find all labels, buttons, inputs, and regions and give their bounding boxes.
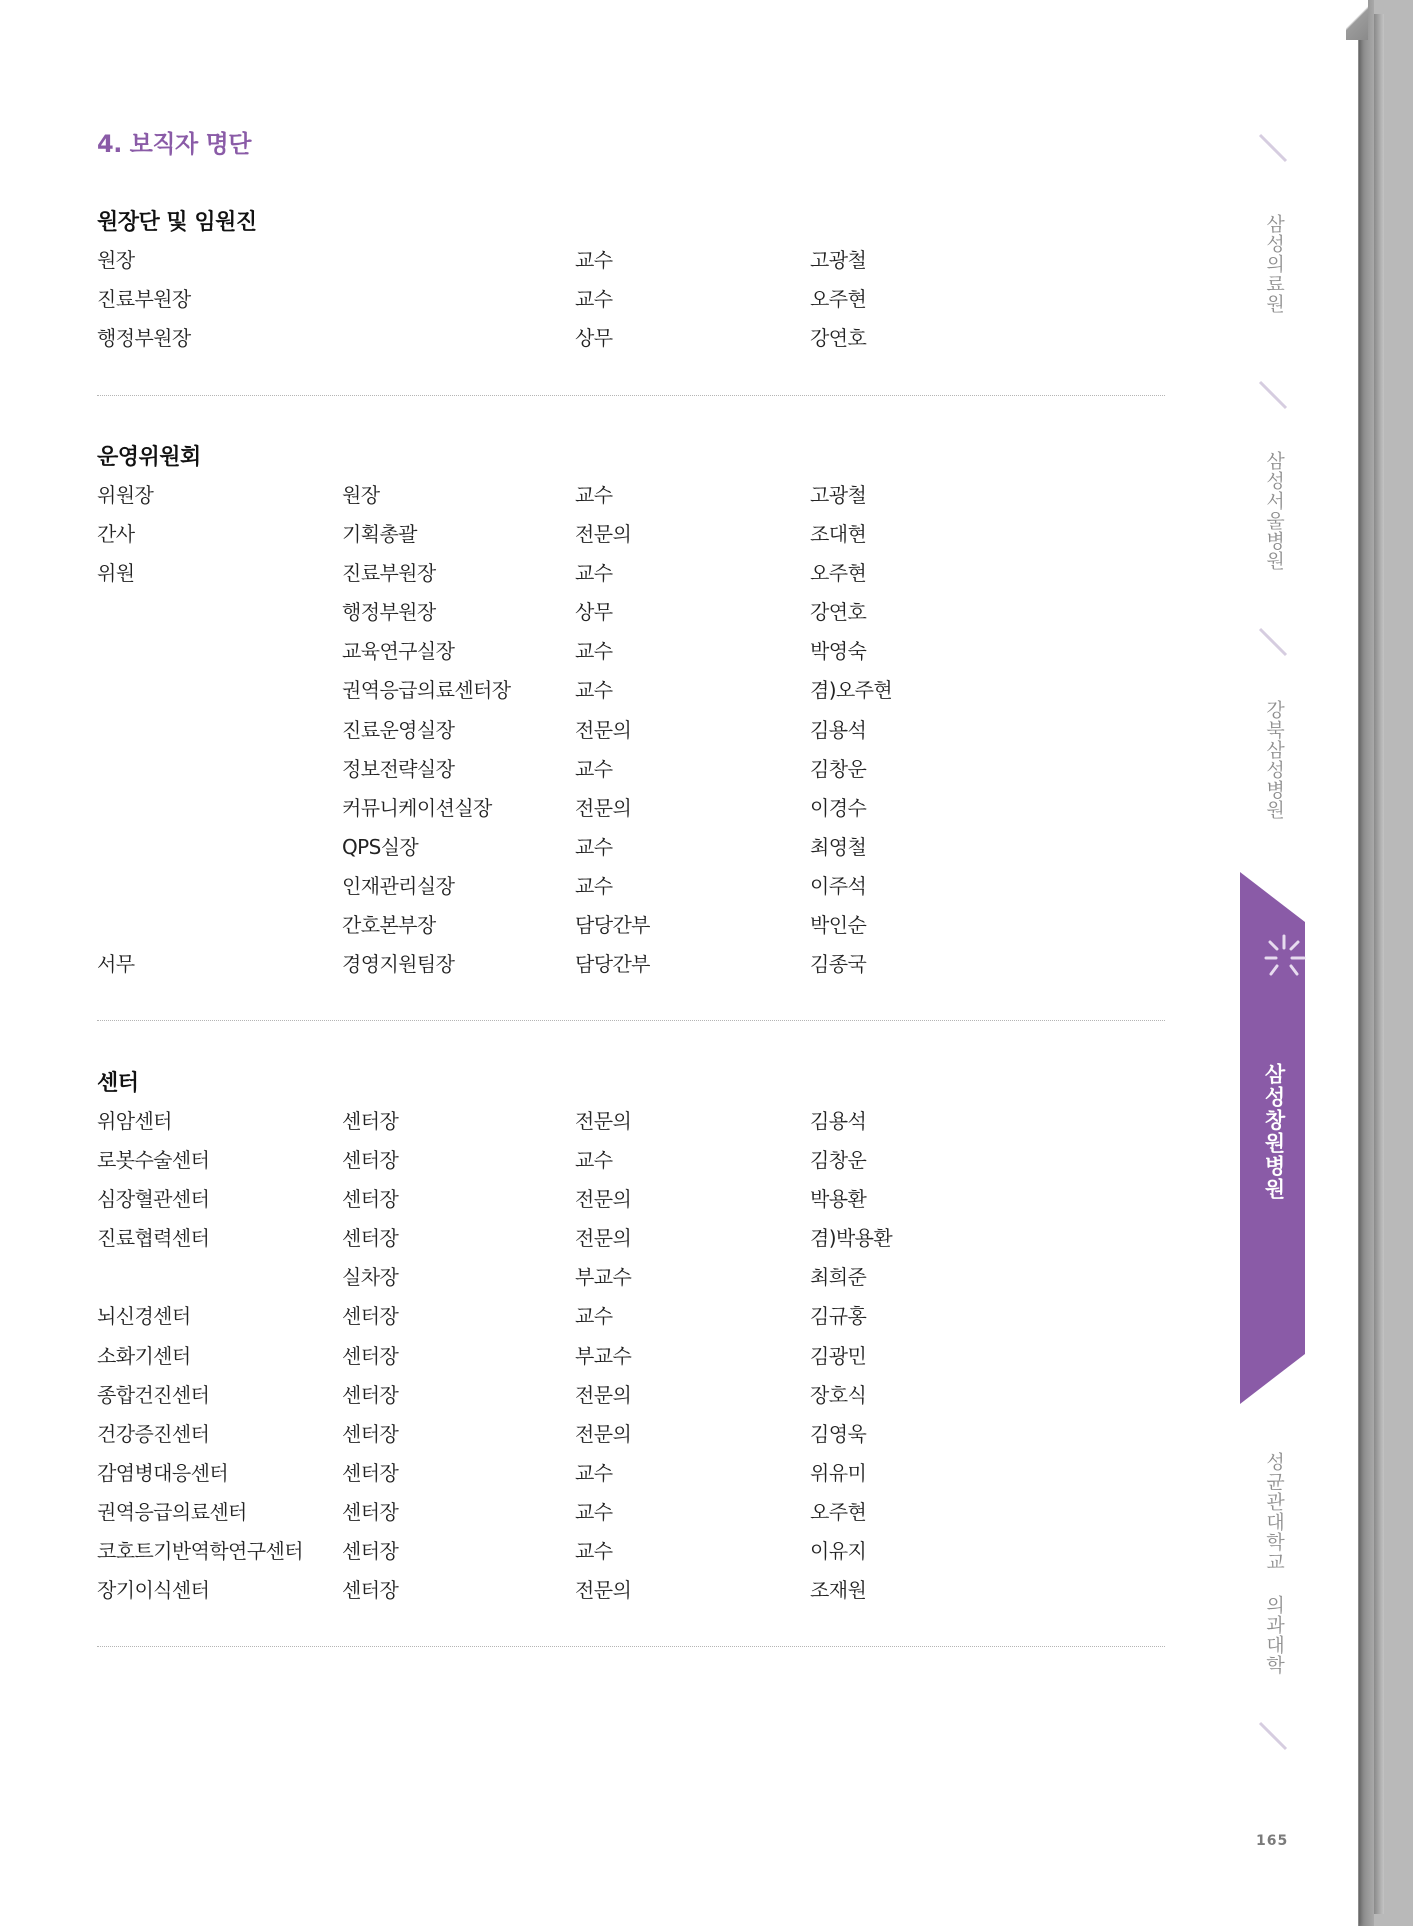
section-heading: 원장단 및 임원진 [97, 210, 257, 235]
person-name-cell: 최영철 [810, 834, 867, 859]
section-rows [97, 479, 1165, 987]
position-cell: 센터장 [342, 1226, 399, 1251]
title-cell: 교수 [575, 1148, 613, 1173]
position-cell: 인재관리실장 [342, 873, 455, 898]
department-cell: 서무 [97, 952, 135, 977]
table-row [97, 1379, 1165, 1418]
table-row [97, 322, 1165, 361]
divider [97, 1020, 1165, 1021]
page-number: 165 [1256, 1833, 1289, 1849]
table-row [97, 557, 1165, 596]
person-name-cell: 고광철 [810, 483, 867, 507]
table-row [97, 753, 1165, 792]
person-name-cell: 박인순 [810, 913, 867, 938]
tab-divider-icon [1258, 379, 1288, 411]
title-cell: 전문의 [575, 717, 632, 742]
title-cell: 전문의 [575, 1382, 632, 1407]
position-cell: 간호본부장 [342, 913, 436, 938]
title-cell: 교수 [575, 1304, 613, 1329]
department-cell: 심장혈관센터 [97, 1187, 210, 1212]
table-row [97, 1222, 1165, 1261]
tab-skku-medical-school[interactable]: 성균관대학교 의과대학 [1263, 1452, 1285, 1675]
position-cell: 권역응급의료센터장 [342, 678, 511, 703]
person-name-cell: 위유미 [810, 1460, 867, 1485]
department-cell: 간사 [97, 522, 135, 547]
title-cell: 교수 [575, 248, 613, 272]
table-row [97, 948, 1165, 987]
person-name-cell: 장호식 [810, 1382, 867, 1407]
divider [97, 1646, 1165, 1647]
person-name-cell: 김창운 [810, 1148, 867, 1173]
title-cell: 교수 [575, 834, 613, 859]
table-row [97, 1261, 1165, 1300]
department-cell: 로봇수술센터 [97, 1148, 210, 1173]
tab-divider-icon [1258, 132, 1288, 164]
section-rows [97, 1105, 1165, 1613]
table-row [97, 1457, 1165, 1496]
position-cell: 센터장 [342, 1187, 399, 1212]
section-committee [97, 440, 1165, 987]
title-cell: 교수 [575, 483, 613, 507]
table-row [97, 909, 1165, 948]
position-cell: 경영지원팀장 [342, 952, 455, 977]
position-cell: 센터장 [342, 1148, 399, 1173]
table-row [97, 635, 1165, 674]
person-name-cell: 이경수 [810, 795, 867, 820]
book-edge [1374, 14, 1384, 1914]
person-name-cell: 겸)박용환 [810, 1226, 893, 1251]
title-cell: 교수 [575, 873, 613, 898]
table-row [97, 244, 1165, 283]
department-cell: 소화기센터 [97, 1343, 191, 1368]
position-cell: 센터장 [342, 1421, 399, 1446]
table-row [97, 1574, 1165, 1613]
person-name-cell: 조재원 [810, 1578, 867, 1603]
page-title: 4. 보직자 명단 [97, 130, 251, 158]
department-cell: 위원 [97, 561, 135, 586]
person-name-cell: 고광철 [810, 248, 867, 272]
title-cell: 교수 [575, 1460, 613, 1485]
position-cell: 센터장 [342, 1343, 399, 1368]
person-name-cell: 강연호 [810, 326, 867, 351]
person-name-cell: 박용환 [810, 1187, 867, 1212]
department-cell: 권역응급의료센터 [97, 1499, 247, 1524]
department-cell: 감염병대응센터 [97, 1460, 229, 1485]
table-row [97, 596, 1165, 635]
person-name-cell: 강연호 [810, 600, 867, 625]
position-cell: 행정부원장 [342, 600, 436, 625]
position-cell: 교육연구실장 [342, 639, 455, 664]
person-name-cell: 김영욱 [810, 1421, 867, 1446]
table-row [97, 792, 1165, 831]
section-centers [97, 1066, 1165, 1613]
position-cell: 정보전략실장 [342, 756, 455, 781]
table-row [97, 1105, 1165, 1144]
title-cell: 전문의 [575, 795, 632, 820]
person-name-cell: 오주현 [810, 287, 867, 312]
position-cell: 원장 [342, 483, 380, 507]
position-cell: 센터장 [342, 1382, 399, 1407]
title-cell: 교수 [575, 639, 613, 664]
department-cell: 장기이식센터 [97, 1578, 210, 1603]
section-executives [97, 205, 1165, 361]
title-cell: 교수 [575, 1539, 613, 1564]
position-cell: 기획총괄 [342, 522, 417, 547]
tab-divider-icon [1258, 1720, 1288, 1752]
title-cell: 전문의 [575, 1109, 632, 1133]
position-cell: 센터장 [342, 1499, 399, 1524]
table-row [97, 714, 1165, 753]
position-cell: 센터장 [342, 1539, 399, 1564]
position-cell: 센터장 [342, 1578, 399, 1603]
department-cell: 행정부원장 [97, 326, 191, 351]
position-cell: 센터장 [342, 1460, 399, 1485]
person-name-cell: 이주석 [810, 873, 867, 898]
position-cell: 센터장 [342, 1109, 399, 1133]
person-name-cell: 김용석 [810, 1109, 867, 1133]
position-cell: 진료부원장 [342, 561, 436, 586]
person-name-cell: 김용석 [810, 717, 867, 742]
table-row [97, 674, 1165, 713]
department-cell: 뇌신경센터 [97, 1304, 191, 1329]
department-cell: 위암센터 [97, 1109, 172, 1133]
table-row [97, 831, 1165, 870]
position-cell: 커뮤니케이션실장 [342, 795, 492, 820]
table-row [97, 1144, 1165, 1183]
person-name-cell: 김광민 [810, 1343, 867, 1368]
department-cell: 진료부원장 [97, 287, 191, 312]
table-row [97, 1535, 1165, 1574]
title-cell: 상무 [575, 326, 613, 351]
tab-kangbuk-samsung-hospital[interactable]: 강북삼성병원 [1263, 700, 1285, 820]
table-row [97, 1300, 1165, 1339]
person-name-cell: 조대현 [810, 522, 867, 547]
table-row [97, 479, 1165, 518]
person-name-cell: 김규홍 [810, 1304, 867, 1329]
title-cell: 교수 [575, 678, 613, 703]
tab-label-active: 삼성창원병원 [1262, 1063, 1286, 1201]
title-cell: 전문의 [575, 1578, 632, 1603]
title-cell: 부교수 [575, 1343, 632, 1368]
position-cell: QPS실장 [342, 834, 419, 859]
title-cell: 담당간부 [575, 913, 650, 938]
person-name-cell: 겸)오주현 [810, 678, 893, 703]
title-cell: 교수 [575, 287, 613, 312]
position-cell: 실차장 [342, 1265, 399, 1290]
table-row [97, 1418, 1165, 1457]
table-row [97, 283, 1165, 322]
title-cell: 전문의 [575, 522, 632, 547]
person-name-cell: 최희준 [810, 1265, 867, 1290]
department-cell: 종합건진센터 [97, 1382, 210, 1407]
title-cell: 담당간부 [575, 952, 650, 977]
title-cell: 상무 [575, 600, 613, 625]
table-row [97, 1496, 1165, 1535]
title-cell: 교수 [575, 756, 613, 781]
position-cell: 센터장 [342, 1304, 399, 1329]
title-cell: 전문의 [575, 1421, 632, 1446]
person-name-cell: 오주현 [810, 1499, 867, 1524]
department-cell: 건강증진센터 [97, 1421, 210, 1446]
department-cell: 원장 [97, 248, 135, 272]
divider [97, 395, 1165, 396]
table-row [97, 518, 1165, 557]
position-cell: 진료운영실장 [342, 717, 455, 742]
title-cell: 부교수 [575, 1265, 632, 1290]
title-cell: 전문의 [575, 1187, 632, 1212]
person-name-cell: 김종국 [810, 952, 867, 977]
tab-divider-icon [1258, 626, 1288, 658]
department-cell: 진료협력센터 [97, 1226, 210, 1251]
person-name-cell: 이유지 [810, 1539, 867, 1564]
person-name-cell: 박영숙 [810, 639, 867, 664]
table-row [97, 870, 1165, 909]
title-cell: 전문의 [575, 1226, 632, 1251]
department-cell: 위원장 [97, 483, 154, 507]
title-cell: 교수 [575, 561, 613, 586]
department-cell: 코호트기반역학연구센터 [97, 1539, 303, 1564]
title-cell: 교수 [575, 1499, 613, 1524]
sparkle-icon [1262, 930, 1306, 986]
tab-samsung-seoul-hospital[interactable]: 삼성서울병원 [1263, 451, 1285, 571]
tab-samsung-medical-center[interactable]: 삼성의료원 [1263, 214, 1285, 314]
table-row [97, 1340, 1165, 1379]
table-row [97, 1183, 1165, 1222]
section-heading: 센터 [97, 1071, 139, 1096]
page-corner [1346, 0, 1368, 40]
section-rows [97, 244, 1165, 361]
person-name-cell: 김창운 [810, 756, 867, 781]
section-heading: 운영위원회 [97, 445, 201, 470]
person-name-cell: 오주현 [810, 561, 867, 586]
